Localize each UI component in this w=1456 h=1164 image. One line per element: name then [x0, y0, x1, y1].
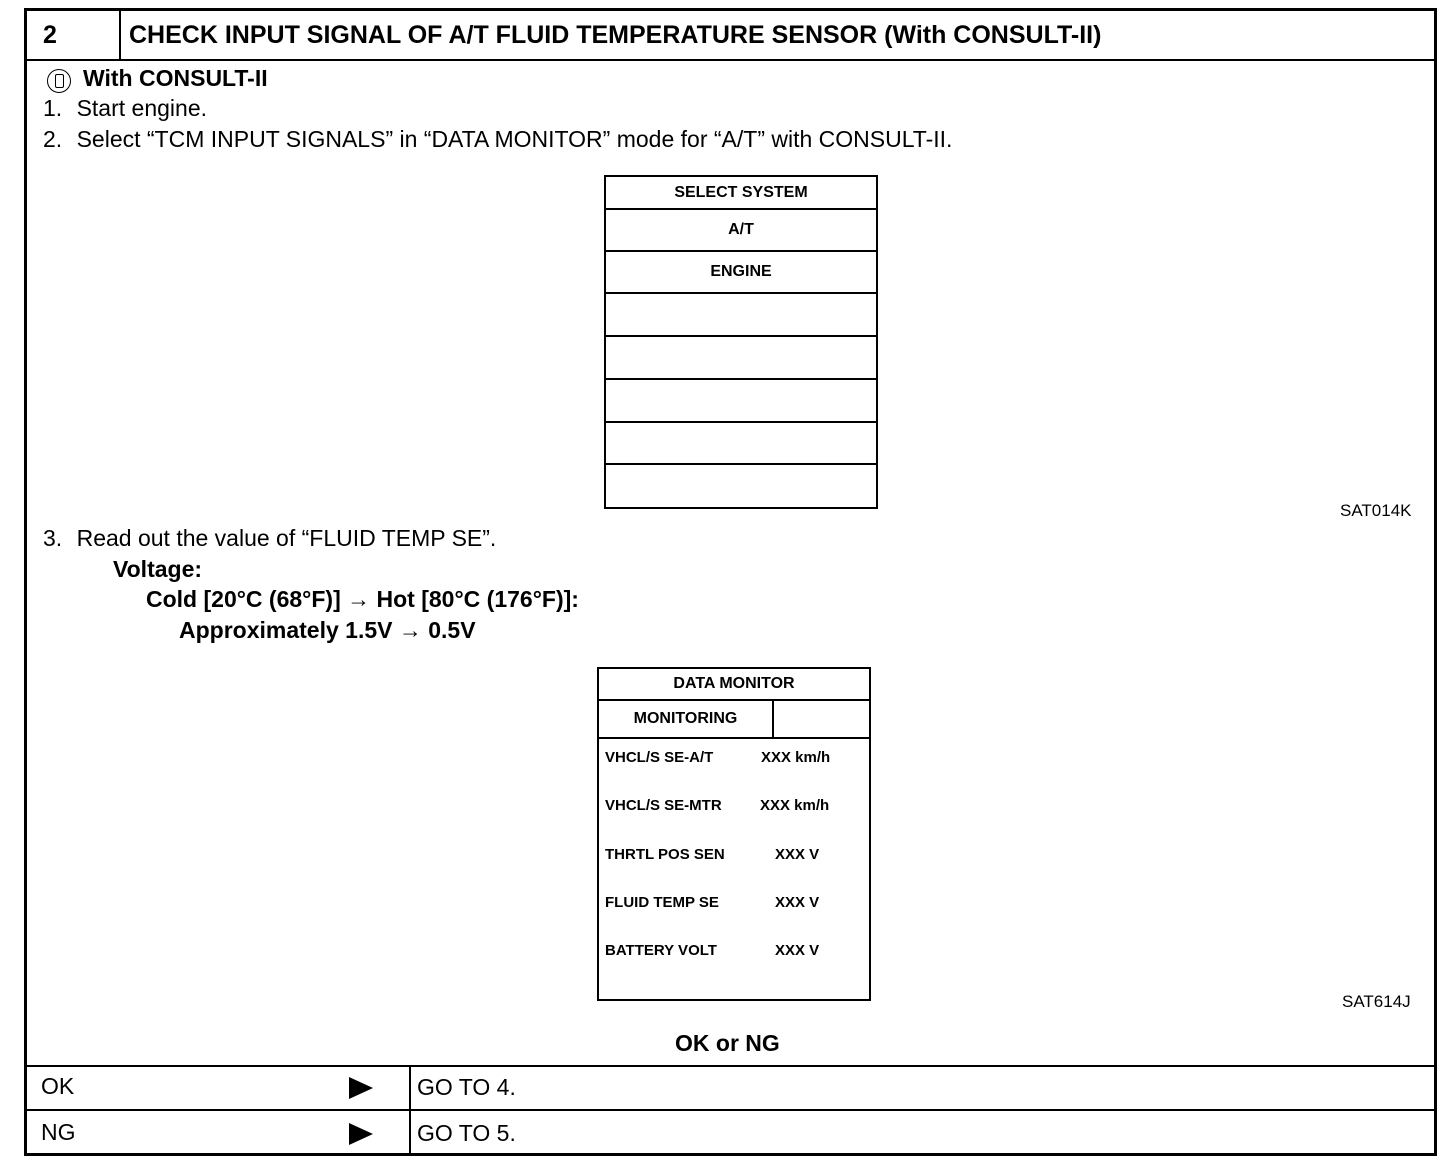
arrow-right-icon	[349, 1077, 373, 1099]
monitor-item-name: VHCL/S SE-MTR	[605, 797, 722, 814]
step-title: CHECK INPUT SIGNAL OF A/T FLUID TEMPERATURE SENSOR (With CONSULT-II)	[129, 21, 1102, 49]
step-2	[43, 126, 952, 153]
result-action-ng: GO TO 5.	[417, 1120, 516, 1146]
step-3-text: Read out the value of “FLUID TEMP SE”.	[76, 525, 497, 551]
figure-code-data-monitor: SAT614J	[1342, 992, 1411, 1011]
step-3-number: 3.	[43, 525, 63, 551]
result-condition-cell	[27, 1111, 411, 1156]
monitor-item-value: XXX km/h	[761, 749, 831, 766]
select-system-item-empty	[606, 380, 876, 423]
step-1	[43, 95, 207, 122]
select-system-item-empty	[606, 423, 876, 465]
select-system-item-empty	[606, 337, 876, 380]
result-row-ng	[27, 1109, 1434, 1156]
select-system-item-empty	[606, 294, 876, 337]
select-system-item-at[interactable]: A/T	[606, 210, 876, 252]
select-system-screen	[604, 175, 878, 509]
result-row-ok	[27, 1065, 1434, 1109]
step-3	[43, 525, 496, 552]
result-label-ng: NG	[41, 1119, 76, 1145]
result-label-ok: OK	[41, 1073, 75, 1099]
monitor-item-name: FLUID TEMP SE	[605, 894, 719, 911]
select-system-title: SELECT SYSTEM	[606, 177, 876, 210]
monitor-item-value: XXX V	[775, 894, 820, 911]
monitor-item-value: XXX km/h	[760, 797, 830, 814]
consult-label: With CONSULT-II	[83, 65, 268, 91]
monitoring-label: MONITORING	[599, 701, 774, 737]
data-monitor-screen	[597, 667, 871, 1001]
result-condition-cell	[27, 1067, 411, 1109]
select-system-item-empty	[606, 465, 876, 506]
decision-question: OK or NG	[675, 1030, 780, 1056]
step-2-text: Select “TCM INPUT SIGNALS” in “DATA MONITOR” mode for “A/T” with CONSULT-II.	[76, 126, 953, 152]
monitor-item-name: VHCL/S SE-A/T	[605, 749, 714, 766]
monitor-item-value: XXX V	[775, 942, 820, 959]
monitor-item-name: THRTL POS SEN	[605, 846, 725, 863]
step-1-text: Start engine.	[76, 95, 207, 121]
monitoring-row	[599, 701, 869, 739]
monitor-item-name: BATTERY VOLT	[605, 942, 717, 959]
step-2-number: 2.	[43, 126, 63, 152]
spec-condition: Cold [20°C (68°F)] → Hot [80°C (176°F)]:	[146, 586, 579, 612]
monitor-item-value: XXX V	[775, 846, 820, 863]
arrow-right-icon	[349, 1123, 373, 1145]
select-system-item-engine[interactable]: ENGINE	[606, 252, 876, 294]
consult-tool-icon	[47, 69, 71, 93]
data-monitor-title: DATA MONITOR	[599, 669, 869, 701]
step-header	[27, 11, 1434, 61]
step-1-number: 1.	[43, 95, 63, 121]
figure-code-select-system: SAT014K	[1340, 501, 1412, 520]
result-action-ok: GO TO 4.	[417, 1074, 516, 1100]
spec-value: Approximately 1.5V → 0.5V	[179, 617, 476, 643]
spec-heading: Voltage:	[113, 556, 203, 582]
procedure-frame	[24, 8, 1437, 1156]
step-number: 2	[27, 11, 121, 59]
